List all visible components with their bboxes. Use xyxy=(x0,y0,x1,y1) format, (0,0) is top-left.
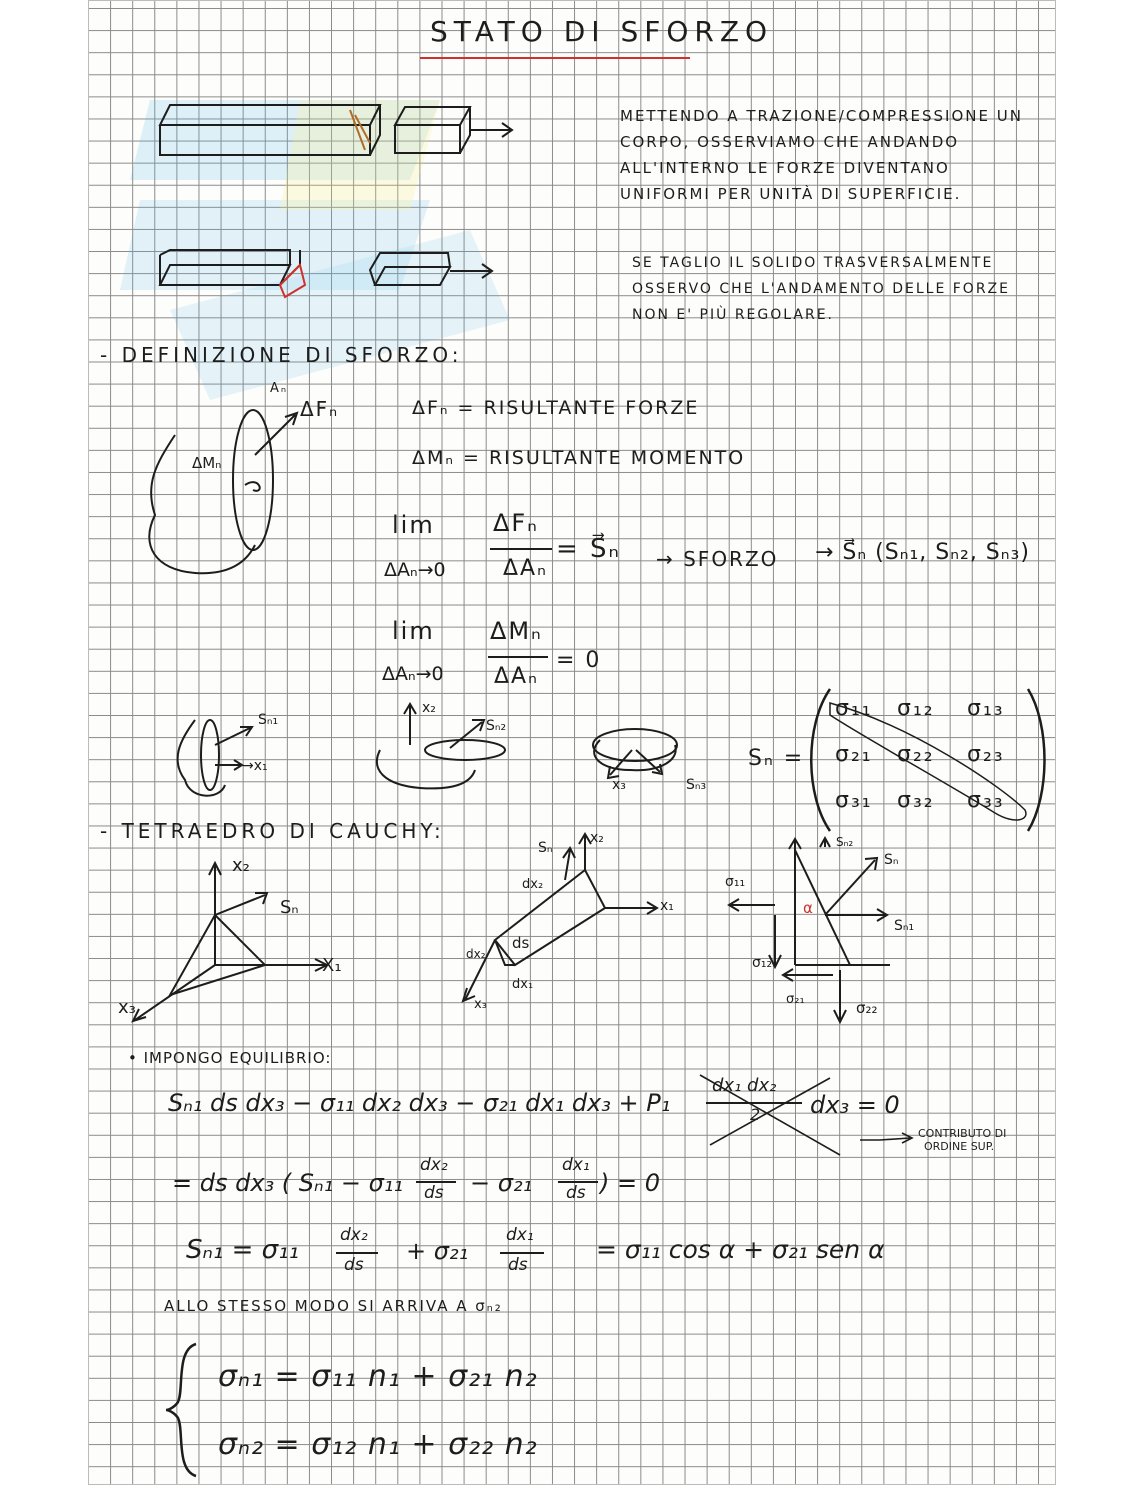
note-line: CONTRIBUTO DI xyxy=(918,1127,1007,1140)
sforzo-label: → SFORZO xyxy=(656,547,779,571)
label-x3: x₃ xyxy=(612,777,626,793)
eq3-mid: + σ₂₁ xyxy=(406,1237,469,1265)
eq2-mid: − σ₂₁ xyxy=(470,1169,533,1197)
fraction-bar xyxy=(488,656,548,658)
tetrahedron-sketch xyxy=(115,855,375,1030)
fd-s21: σ₂₁ xyxy=(786,992,805,1007)
intro-paragraph-1 xyxy=(620,103,1023,207)
prism-sn: Sₙ xyxy=(538,840,553,856)
fd-s12: σ₁₂ xyxy=(752,955,773,971)
tetra-x1: X₁ xyxy=(322,955,342,976)
eq3-pre: Sₙ₁ = σ₁₁ xyxy=(186,1235,299,1265)
matrix-cell: σ₃₁ xyxy=(835,788,873,813)
prism-x2: x₂ xyxy=(590,830,604,846)
equilibrio-heading: • IMPONGO EQUILIBRIO: xyxy=(128,1049,332,1067)
lim1-top: lim xyxy=(392,511,435,539)
matrix-cell: σ₂₂ xyxy=(897,742,935,767)
eq1: Sₙ₁ ds dx₃ − σ₁₁ dx₂ dx₃ − σ₂₁ dx₁ dx₃ + P₁ xyxy=(168,1089,671,1117)
matrix-cell: σ₂₃ xyxy=(967,742,1005,767)
label-sn1: Sₙ₁ xyxy=(258,712,279,728)
same-way-line: ALLO STESSO MODO SI ARRIVA A σₙ₂ xyxy=(164,1297,503,1315)
prism-sketch xyxy=(455,830,695,1020)
stress-vector: → S⃗ₙ (Sₙ₁, Sₙ₂, Sₙ₃) xyxy=(815,540,1030,565)
prism-x1: x₁ xyxy=(660,898,674,914)
prism-dx: dx₂ xyxy=(466,947,486,961)
fraction-bar xyxy=(500,1252,544,1254)
eq2-pre: = ds dx₃ ( Sₙ₁ − σ₁₁ xyxy=(172,1169,404,1197)
matrix-cell: σ₁₂ xyxy=(897,696,935,721)
prism-x3: x₃ xyxy=(474,997,487,1012)
lim2-result: = 0 xyxy=(556,648,602,673)
tetra-x2: x₂ xyxy=(232,855,250,876)
title-underline xyxy=(420,50,700,64)
intro-line: NON E' PIÙ REGOLARE. xyxy=(632,307,834,323)
intro-paragraph-2 xyxy=(632,250,1010,328)
system-eq-1: σₙ₁ = σ₁₁ n₁ + σ₂₁ n₂ xyxy=(218,1359,538,1394)
intro-line: CORPO, OSSERVIAMO CHE ANDANDO xyxy=(620,133,960,151)
label-dMn: ΔMₙ xyxy=(192,454,222,472)
intro-line: SE TAGLIO IL SOLIDO TRASVERSALMENTE xyxy=(632,255,994,271)
matrix-cell: σ₃₃ xyxy=(967,788,1005,813)
force-diagram xyxy=(725,835,955,1030)
system-eq-2: σₙ₂ = σ₁₂ n₁ + σ₂₂ n₂ xyxy=(218,1427,538,1462)
lim2-sub: ΔAₙ→0 xyxy=(382,663,444,685)
intro-line: OSSERVO CHE L'ANDAMENTO DELLE FORZE xyxy=(632,281,1010,297)
tetra-x3: x₃ xyxy=(118,997,136,1018)
fd-alpha: α xyxy=(803,899,813,917)
intro-line: UNIFORMI PER UNITÀ DI SUPERFICIE. xyxy=(620,185,962,203)
label-sn3: Sₙ₃ xyxy=(686,777,707,793)
prism-ds: ds xyxy=(512,934,530,952)
eq2-f2-den: ds xyxy=(566,1183,586,1203)
matrix-cell: σ₁₃ xyxy=(967,696,1005,721)
matrix-cell: σ₃₂ xyxy=(897,788,935,813)
page-title: STATO DI SFORZO xyxy=(430,15,774,48)
prism-dx1: dx₁ xyxy=(512,977,534,992)
label-sn2: Sₙ₂ xyxy=(486,718,507,734)
eq1-tail: dx₃ = 0 xyxy=(810,1091,900,1119)
intro-line: ALL'INTERNO LE FORZE DIVENTANO xyxy=(620,159,950,177)
fd-s22: σ₂₂ xyxy=(856,999,878,1017)
fraction-bar xyxy=(490,548,552,550)
section-heading-cauchy: - TETRAEDRO DI CAUCHY: xyxy=(100,819,445,843)
fd-sn2: Sₙ₂ xyxy=(836,835,854,849)
system-brace xyxy=(166,1340,206,1480)
body-cut-sketch xyxy=(135,395,315,585)
fraction-bar xyxy=(336,1252,378,1254)
eq1-frac-num: dx₁ dx₂ xyxy=(712,1075,777,1096)
matrix-lhs: Sₙ = xyxy=(748,746,805,771)
lim2-den: ΔAₙ xyxy=(494,664,539,689)
matrix-cell: σ₂₁ xyxy=(835,742,873,767)
label-dFn: ΔFₙ xyxy=(300,397,340,421)
eq2-f1-den: ds xyxy=(424,1183,444,1203)
eq2-tail: ) = 0 xyxy=(600,1169,660,1197)
eq2-f1-num: dx₂ xyxy=(420,1155,448,1175)
lim1-result: = S⃗ₙ xyxy=(556,534,621,564)
lim2-top: lim xyxy=(392,617,435,645)
note-higher-order xyxy=(918,1128,1006,1153)
label-x1: →x₁ xyxy=(242,758,268,774)
def-forze: ΔFₙ = RISULTANTE FORZE xyxy=(412,397,700,419)
eq3-f1-den: ds xyxy=(344,1255,364,1275)
fd-sn1: Sₙ₁ xyxy=(894,918,915,934)
lim1-den: ΔAₙ xyxy=(503,556,548,581)
matrix-cell: σ₁₁ xyxy=(835,696,873,721)
lim2-num: ΔMₙ xyxy=(490,617,543,645)
tetra-sn: Sₙ xyxy=(280,897,299,918)
note-line: ORDINE SUP. xyxy=(924,1139,995,1153)
fd-sn: Sₙ xyxy=(884,852,899,868)
intro-line: METTENDO A TRAZIONE/COMPRESSIONE UN xyxy=(620,107,1023,125)
prism-dx2: dx₂ xyxy=(522,877,544,892)
eq3-f1-num: dx₂ xyxy=(340,1225,368,1245)
label-An: Aₙ xyxy=(270,381,289,396)
eq3-tail: = σ₁₁ cos α + σ₂₁ sen α xyxy=(596,1235,885,1264)
section-heading-definizione: - DEFINIZIONE DI SFORZO: xyxy=(100,343,463,367)
eq1-frac-den: 2 xyxy=(750,1105,761,1124)
fd-s11: σ₁₁ xyxy=(725,874,746,890)
lim1-num: ΔFₙ xyxy=(493,509,539,537)
eq3-f2-num: dx₁ xyxy=(506,1225,534,1245)
lim1-sub: ΔAₙ→0 xyxy=(384,559,446,581)
eq2-f2-num: dx₁ xyxy=(562,1155,590,1175)
bar-sketches xyxy=(150,85,530,305)
component-sketches xyxy=(170,700,730,810)
eq3-f2-den: ds xyxy=(508,1255,528,1275)
label-x2: x₂ xyxy=(422,700,436,716)
cross-out xyxy=(690,1070,920,1160)
def-momento: ΔMₙ = RISULTANTE MOMENTO xyxy=(412,447,746,469)
